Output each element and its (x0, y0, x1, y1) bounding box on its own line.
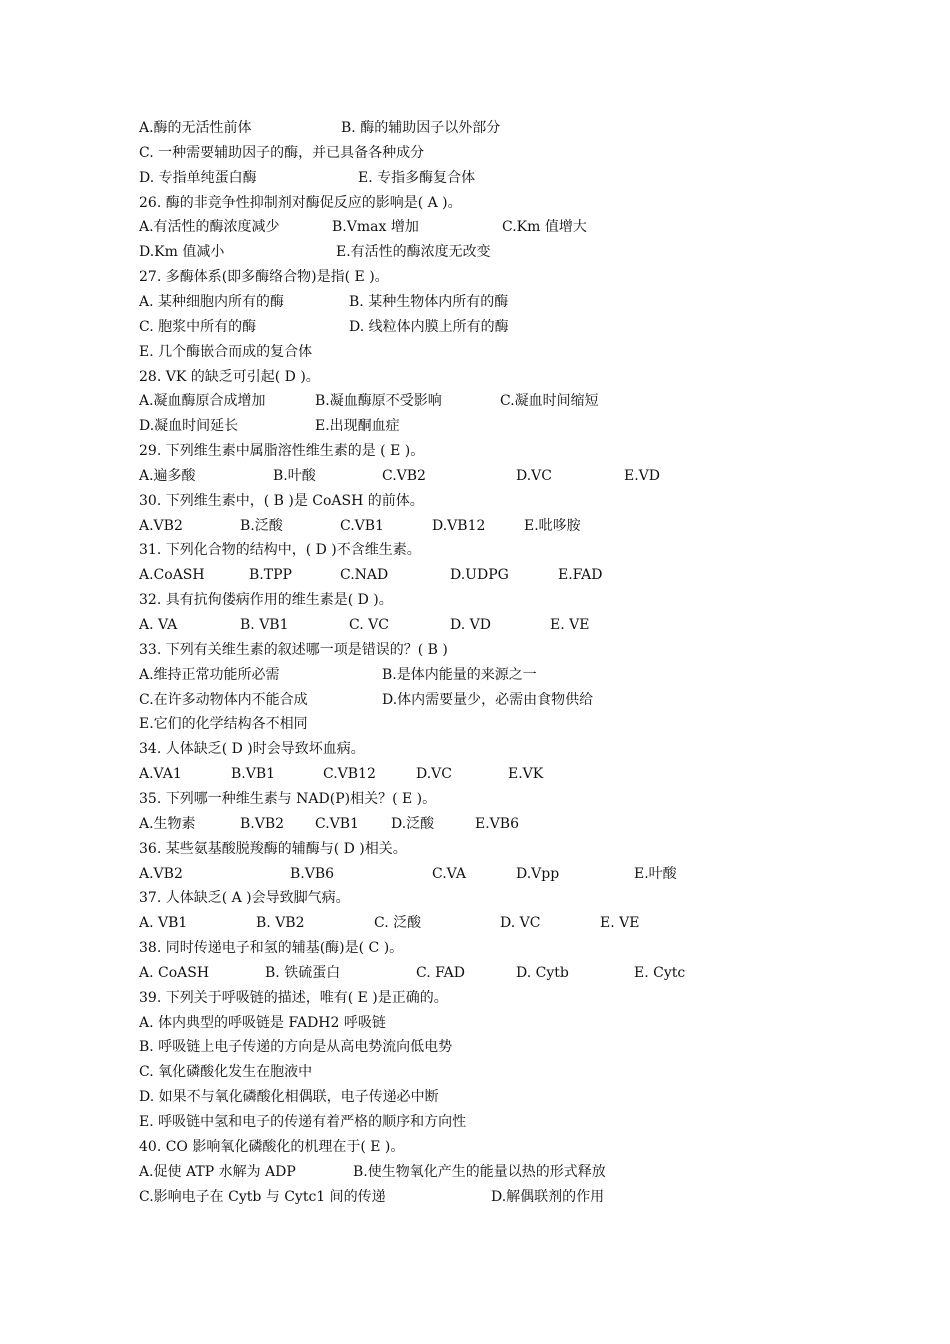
option-text: D. VD (450, 617, 491, 633)
option-text: A.生物素 (139, 815, 196, 832)
option-text: D.VC (516, 467, 552, 484)
option-text: C. FAD (416, 964, 465, 981)
option-text: A. VA (139, 617, 178, 633)
option-row (139, 514, 899, 538)
option-row (139, 762, 899, 786)
option-text: E.出现酮血症 (315, 418, 400, 435)
option-text: E. 专指多酶复合体 (358, 169, 476, 186)
option-text: A.VB2 (139, 517, 183, 534)
option-text: A. VB1 (139, 915, 188, 932)
option-text: B.叶酸 (273, 467, 316, 484)
option-text: E.有活性的酶浓度无改变 (336, 244, 491, 261)
question-text: 31. 下列化合物的结构中，( D )不含维生素。 (139, 542, 421, 559)
option-text: E. Cytc (634, 964, 686, 981)
question-text: 26. 酶的非竞争性抑制剂对酶促反应的影响是( A )。 (139, 194, 462, 211)
option-text: A.CoASH (139, 567, 205, 584)
option-text: D. 如果不与氧化磷酸化相偶联，电子传递必中断 (139, 1089, 439, 1106)
option-text: C.VB2 (382, 467, 426, 484)
option-text: C. VC (349, 617, 389, 633)
option-text: A.酶的无活性前体 (139, 120, 252, 136)
option-text: E.VD (624, 467, 661, 484)
option-row (139, 812, 899, 836)
option-text: D. 专指单纯蛋白酶 (139, 169, 257, 186)
question-text: 32. 具有抗佝偻病作用的维生素是( D )。 (139, 592, 393, 609)
option-row (139, 315, 899, 339)
option-text: A.VA1 (139, 766, 182, 783)
option-row (139, 166, 899, 190)
option-text: D.解偶联剂的作用 (491, 1188, 605, 1205)
option-row (139, 862, 899, 886)
option-text: B.泛酸 (240, 517, 283, 534)
option-text: B.VB6 (290, 865, 335, 882)
option-text: E. 呼吸链中氢和电子的传递有着严格的顺序和方向性 (139, 1114, 467, 1130)
question-text: 35. 下列哪一种维生素与 NAD(P)相关？( E )。 (139, 790, 437, 807)
question-text: 27. 多酶体系(即多酶络合物)是指( E )。 (139, 269, 389, 286)
option-row (139, 215, 899, 239)
option-text: D.体内需要量少，必需由食物供给 (382, 691, 594, 708)
option-text: C.凝血时间缩短 (500, 393, 599, 410)
option-text: C.Km 值增大 (502, 219, 587, 236)
option-text: D. 线粒体内膜上所有的酶 (349, 318, 509, 335)
option-text: A.VB2 (139, 865, 183, 882)
option-text: B.是体内能量的来源之一 (382, 666, 537, 683)
option-text: B.VB1 (231, 766, 276, 783)
question-text: 29. 下列维生素中属脂溶性维生素的是 ( E )。 (139, 443, 425, 460)
question-text: 39. 下列关于呼吸链的描述，唯有( E )是正确的。 (139, 989, 448, 1006)
option-text: B. 酶的辅助因子以外部分 (341, 120, 501, 136)
option-text: C.在许多动物体内不能合成 (139, 691, 308, 708)
question-text: 30. 下列维生素中，( B )是 CoASH 的前体。 (139, 492, 424, 509)
option-row (139, 116, 899, 140)
option-text: E.FAD (558, 567, 603, 584)
option-text: C.VB1 (315, 815, 359, 832)
option-text: B.凝血酶原不受影响 (315, 393, 442, 410)
option-text: A.凝血酶原合成增加 (139, 393, 266, 410)
option-text: D. Cytb (516, 964, 569, 981)
option-text: A.促使 ATP 水解为 ADP (139, 1163, 296, 1180)
option-row (139, 911, 899, 935)
option-text: D. VC (500, 915, 541, 932)
option-text: E. VE (550, 617, 590, 633)
option-text: C.VB1 (340, 517, 384, 534)
option-text: C.NAD (340, 567, 389, 584)
option-text: C. 氧化磷酸化发生在胞液中 (139, 1064, 313, 1081)
option-text: C. 一种需要辅助因子的酶，并已具备各种成分 (139, 144, 425, 161)
option-text: B. VB2 (256, 915, 305, 932)
option-row (139, 290, 899, 314)
option-row (139, 1185, 899, 1209)
option-row (139, 240, 899, 264)
option-row (139, 613, 899, 637)
option-text: B.VB2 (240, 815, 285, 832)
option-text: E.它们的化学结构各不相同 (139, 716, 308, 733)
option-text: D.Km 值减小 (139, 244, 225, 261)
option-row (139, 464, 899, 488)
option-text: A.维持正常功能所必需 (139, 666, 280, 683)
option-text: B.Vmax 增加 (332, 219, 419, 236)
option-text: E. 几个酶嵌合而成的复合体 (139, 343, 313, 360)
option-text: C.影响电子在 Cytb 与 Cytc1 间的传递 (139, 1188, 386, 1205)
question-text: 33. 下列有关维生素的叙述哪一项是错误的？( B ) (139, 641, 448, 658)
question-text: 40. CO 影响氧化磷酸化的机理在于( E )。 (139, 1138, 405, 1155)
option-text: B. VB1 (240, 617, 289, 633)
option-text: D.VC (416, 766, 452, 783)
option-row (139, 688, 899, 712)
option-text: C.VB12 (323, 766, 376, 783)
option-text: E.VK (508, 766, 544, 783)
option-text: E.VB6 (475, 815, 519, 832)
option-row (139, 961, 899, 985)
question-text: 34. 人体缺乏( D )时会导致坏血病。 (139, 741, 365, 758)
option-text: B. 某种生物体内所有的酶 (349, 293, 509, 310)
option-text: B. 呼吸链上电子传递的方向是从高电势流向低电势 (139, 1039, 453, 1056)
option-text: E. VE (600, 915, 640, 932)
question-text: 36. 某些氨基酸脱羧酶的辅酶与( D )相关。 (139, 840, 407, 857)
option-row (139, 389, 899, 413)
option-text: E.叶酸 (634, 865, 677, 882)
option-text: C.VA (432, 865, 466, 882)
option-row (139, 1160, 899, 1184)
option-text: A. 体内典型的呼吸链是 FADH2 呼吸链 (139, 1014, 386, 1031)
option-text: C. 泛酸 (374, 915, 422, 932)
option-text: D.Vpp (516, 865, 560, 882)
option-text: D.VB12 (432, 517, 486, 534)
option-text: D.凝血时间延长 (139, 418, 239, 435)
question-text: 37. 人体缺乏( A )会导致脚气病。 (139, 890, 350, 907)
question-text: 38. 同时传递电子和氢的辅基(酶)是( C )。 (139, 940, 404, 957)
option-text: E.吡哆胺 (524, 517, 581, 534)
option-text: A. CoASH (139, 964, 210, 981)
option-text: A.有活性的酶浓度减少 (139, 219, 280, 236)
option-text: B.使生物氧化产生的能量以热的形式释放 (353, 1163, 606, 1180)
option-text: A. 某种细胞内所有的酶 (139, 293, 285, 310)
option-text: B. 铁硫蛋白 (265, 964, 341, 981)
option-text: B.TPP (249, 567, 292, 584)
option-row (139, 563, 899, 587)
question-text: 28. VK 的缺乏可引起( D )。 (139, 368, 320, 385)
option-text: D.泛酸 (391, 815, 435, 832)
option-row (139, 663, 899, 687)
option-text: C. 胞浆中所有的酶 (139, 318, 257, 335)
option-row (139, 414, 899, 438)
option-text: A.遍多酸 (139, 467, 196, 484)
option-text: D.UDPG (450, 567, 509, 584)
